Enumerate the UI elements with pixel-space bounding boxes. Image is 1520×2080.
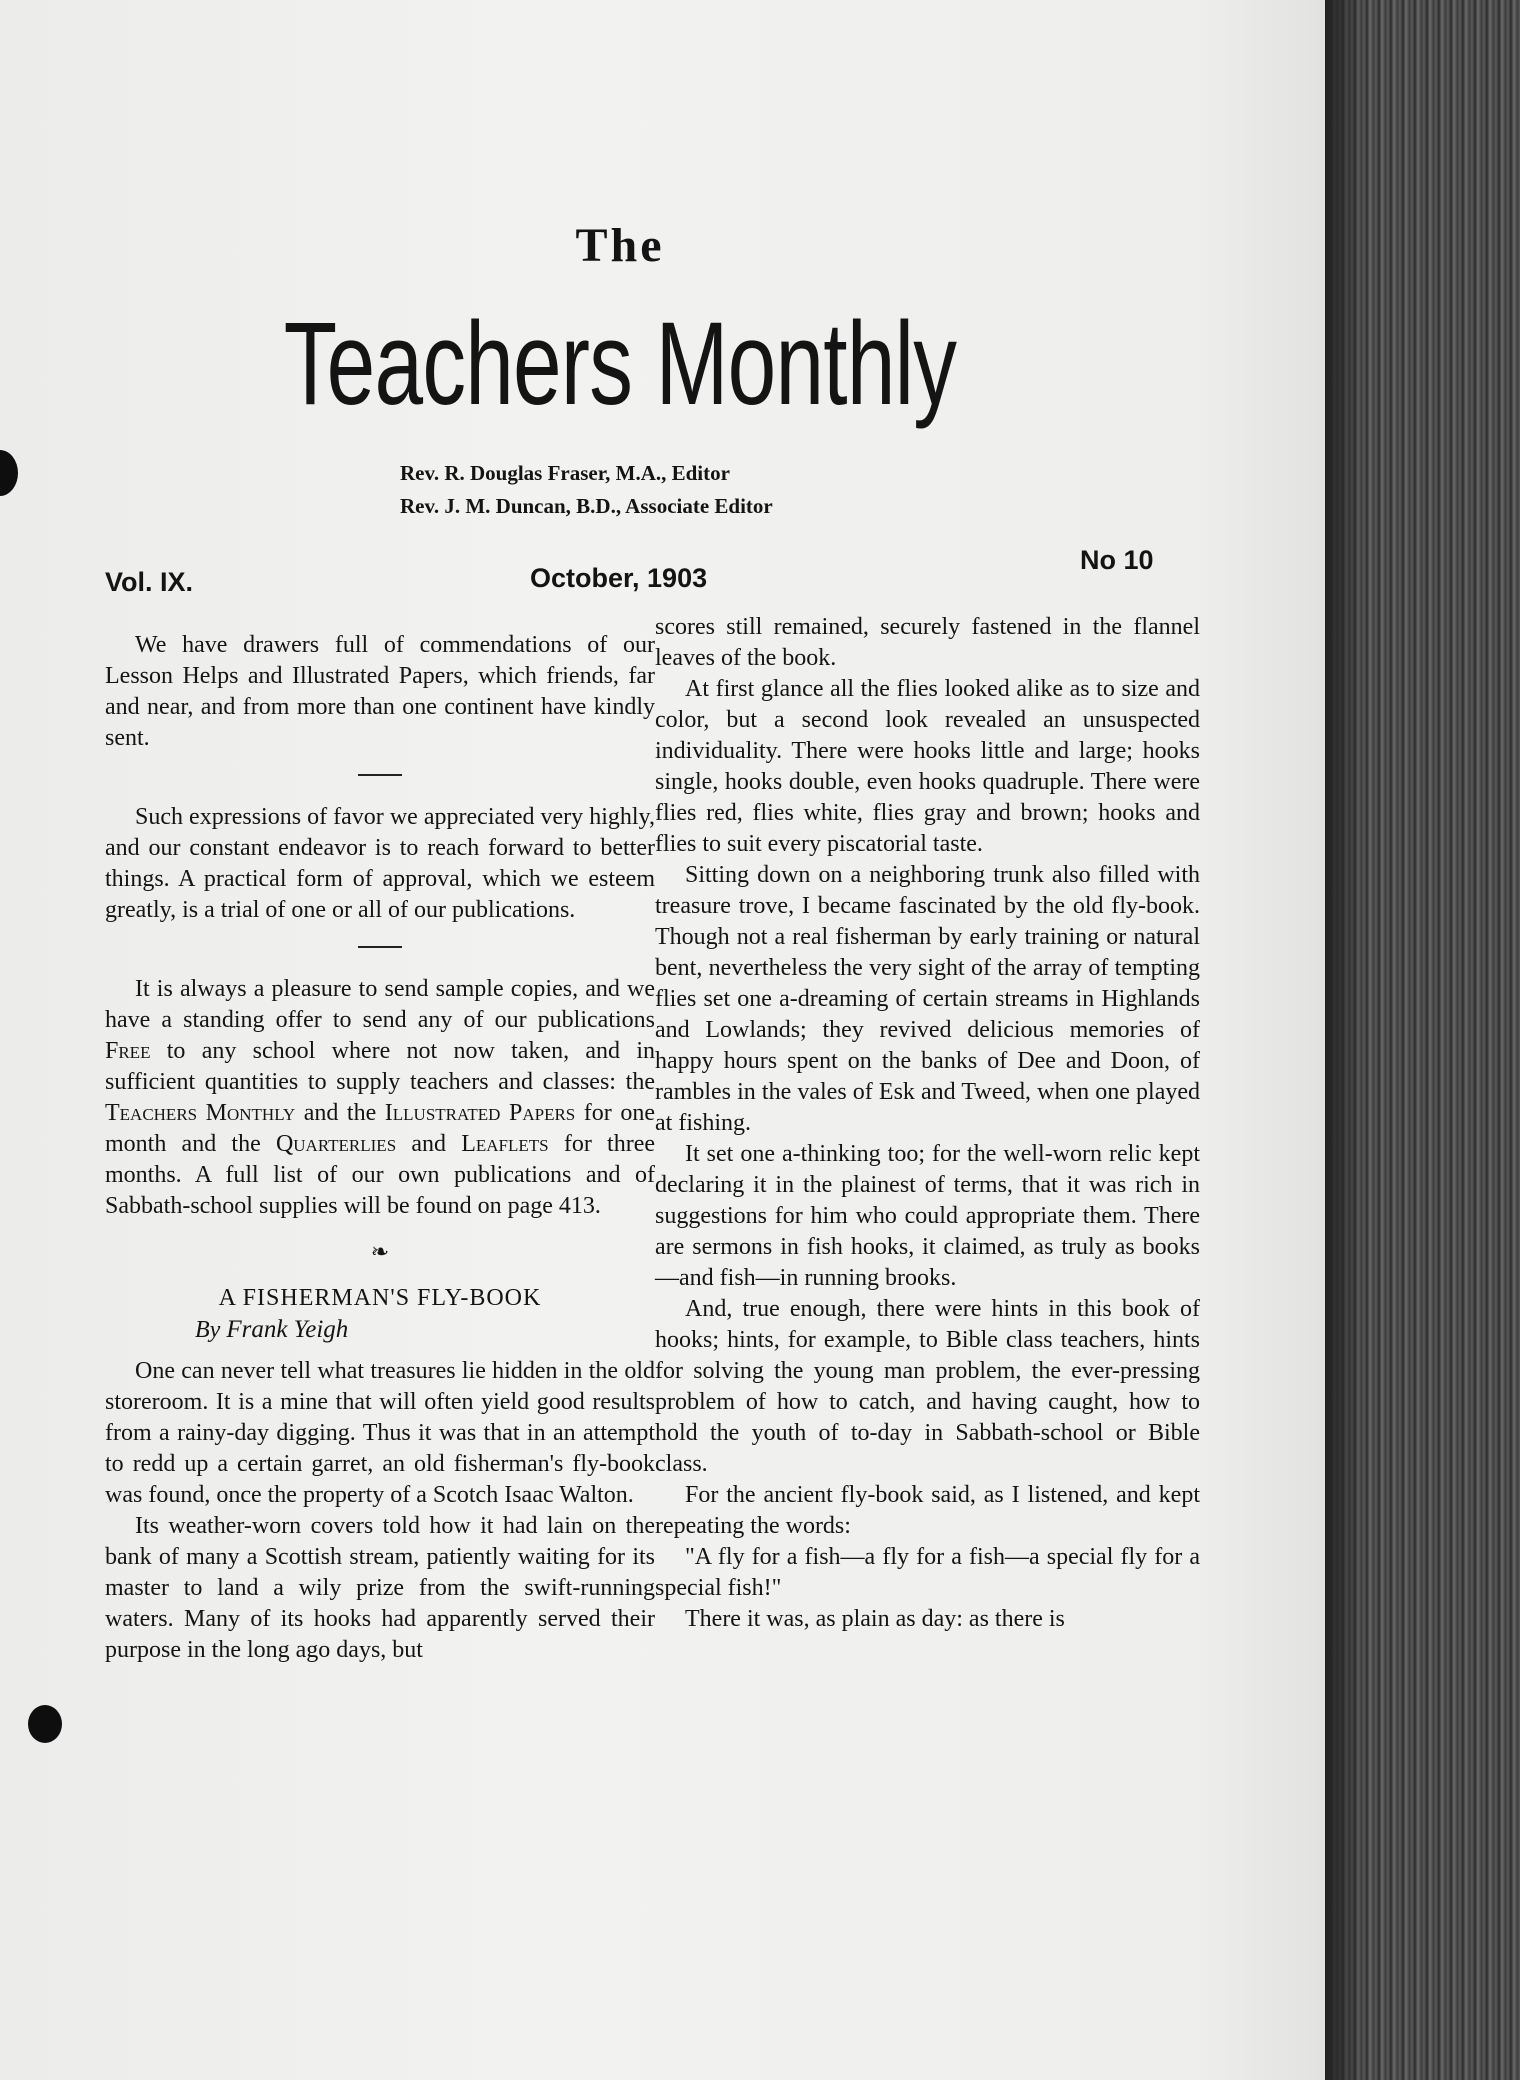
small-caps-teachers-monthly: Teachers Monthly: [105, 1100, 296, 1126]
small-caps-free: Free: [105, 1038, 151, 1064]
issue-number: No 10: [1080, 545, 1154, 575]
paragraph: It set one a-thinking too; for the well-worn relic kept declaring it in the plainest of terms, that it was rich in suggestions for him who could appropriate them. There are sermons in fish hooks, it claimed, as truly as books—and fish—in running brooks.: [655, 1141, 1200, 1291]
left-column: [105, 630, 655, 1666]
punch-hole: [28, 1705, 62, 1743]
issue-info: [105, 545, 1175, 595]
small-caps-quarterlies: Quarterlies: [275, 1131, 397, 1157]
quotation: "A fly for a fish—a fly for a fish—a special fly for a special fish!": [655, 1544, 1200, 1601]
editors-block: [400, 457, 920, 523]
paragraph: It is always a pleasure to send sample copies, and we have a standing offer to send any of our publications Free to any school where not now taken, and in sufficient quantities to supply teachers and classes: the Teachers Monthly and the Illustrated Papers for one month and the Quarterlies and Leaflets for three months. A full list of our own publications and of Sabbath-school supplies will be found on page 413.: [105, 976, 655, 1219]
paragraph: At first glance all the flies looked alike as to size and color, but a second look revealed an unsuspected individuality. There were hooks little and large; hooks single, hooks double, even hooks quadruple. There were flies red, flies white, flies gray and brown; hooks and flies to suit every piscatorial taste.: [655, 676, 1200, 857]
punch-hole: [0, 450, 18, 496]
ornament-icon: ❧: [370, 1239, 390, 1264]
small-caps-illustrated-papers: Illustrated Papers: [384, 1100, 576, 1126]
masthead-title: Teachers Monthly: [283, 298, 957, 430]
paragraph: One can never tell what treasures lie hidden in the old storeroom. It is a mine that will often yield good results from a rainy-day digging. Thus it was that in an attempt to redd up a certain garret, an old fisherman's fly-book was found, once the property of a Scotch Isaac Walton.: [105, 1358, 655, 1508]
volume: Vol. IX.: [105, 567, 194, 597]
article-title: A FISHERMAN'S FLY-BOOK: [218, 1285, 542, 1311]
editor-line: Rev. R. Douglas Fraser, M.A., Editor: [400, 461, 730, 485]
associate-editor-line: Rev. J. M. Duncan, B.D., Associate Editor: [400, 494, 773, 518]
paragraph: There it was, as plain as day: as there is: [685, 1606, 1065, 1632]
paragraph: We have drawers full of commendations of our Lesson Helps and Illustrated Papers, which friends, far and near, and from more than one continent have kindly sent.: [105, 632, 655, 751]
paragraph: scores still remained, securely fastened in the flannel leaves of the book.: [655, 614, 1200, 671]
byline: By Frank Yeigh: [195, 1316, 349, 1343]
divider: [358, 946, 402, 948]
paragraph: Sitting down on a neighboring trunk also filled with treasure trove, I became fascinated by the old fly-book. Though not a real fisherman by early training or natural bent, nevertheless the very sight of the array of tempting flies set one a-dreaming of certain streams in Highlands and Lowlands; they revived delicious memories of happy hours spent on the banks of Dee and Doon, of rambles in the vales of Esk and Tweed, when one played at fishing.: [655, 862, 1200, 1136]
paragraph: Such expressions of favor we appreciated very highly, and our constant endeavor is to reach forward to better things. A practical form of approval, which we esteem greatly, is a trial of one or all of our publications.: [105, 804, 655, 923]
author-name: Frank Yeigh: [226, 1316, 349, 1343]
masthead-the: The: [575, 219, 665, 272]
paragraph: And, true enough, there were hints in this book of hooks; hints, for example, to Bible class teachers, hints for solving the young man problem, the ever-pressing problem of how to catch, and having caught, how to hold the youth of to-day in Sabbath-school or Bible class.: [655, 1296, 1200, 1477]
right-column: [655, 612, 1200, 1635]
book-page-edges: [1325, 0, 1520, 2080]
paragraph: For the ancient fly-book said, as I listened, and kept repeating the words:: [655, 1482, 1200, 1539]
issue-date: October, 1903: [530, 563, 708, 593]
divider: [358, 774, 402, 776]
small-caps-leaflets: Leaflets: [461, 1131, 549, 1157]
paragraph: Its weather-worn covers told how it had lain on the bank of many a Scottish stream, patiently waiting for its master to land a wily prize from the swift-running waters. Many of its hooks had apparently served their purpose in the long ago days, but: [105, 1513, 655, 1663]
